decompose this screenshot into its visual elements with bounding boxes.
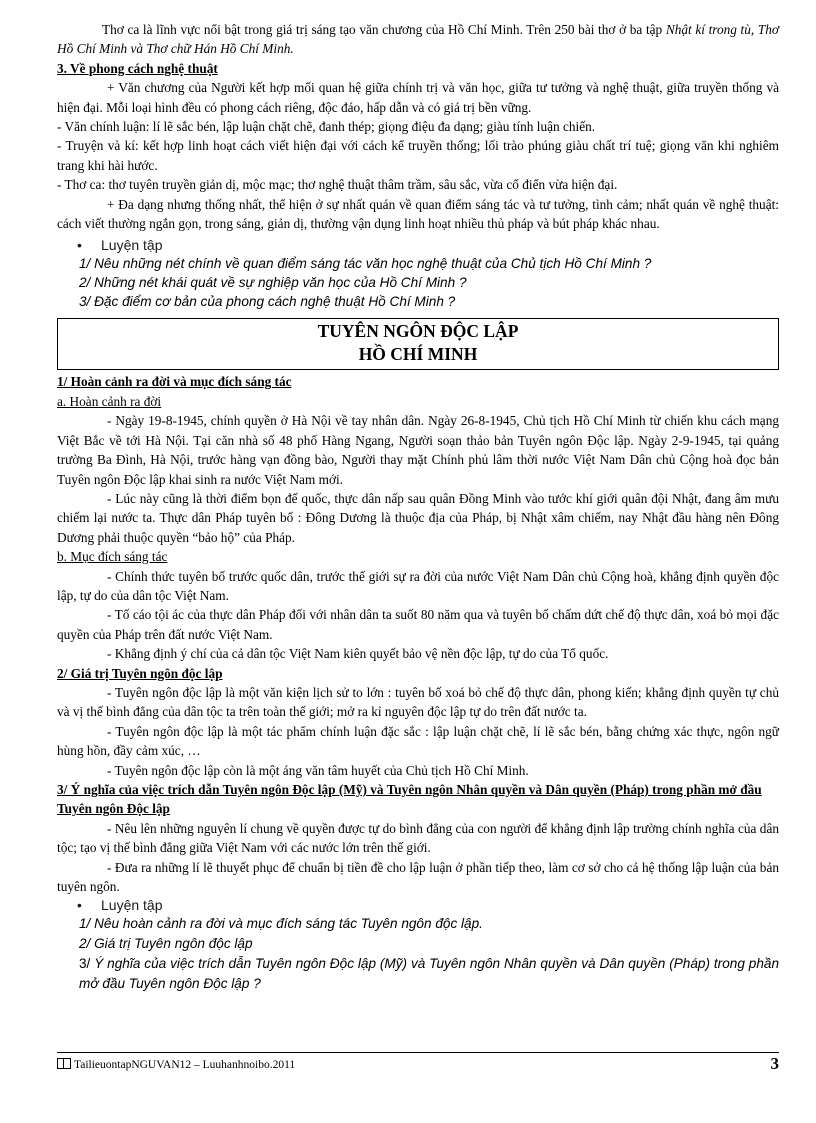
bullet-icon: •	[77, 897, 82, 914]
subheading-purpose: b. Mục đích sáng tác	[57, 549, 168, 565]
meaning-paragraph-2: - Đưa ra những lí lẽ thuyết phục để chuẩn bị tiền đề cho lập luận ở phần tiếp theo, làm cơ sở cho cả hệ thống lập luận của bản tuyên ngôn.	[57, 859, 779, 895]
purpose-paragraph-3: - Khẳng định ý chí của cả dân tộc Việt Nam kiên quyết bảo vệ nền độc lập, tự do của Tổ quốc.	[107, 646, 609, 662]
style-paragraph-1: + Văn chương của Người kết hợp mối quan hệ giữa chính trị và văn học, giữa tư tưởng và nghệ thuật, giữa truyền thống và hiện đại. Mỗi loại hình đều có phong cách riêng, độc đáo, hấp dẫn và có giá trị bền vững.	[57, 80, 779, 115]
poetry-collections: Nhật kí trong tù, Thơ Hồ Chí Minh và Thơ chữ Hán Hồ Chí Minh.	[57, 22, 779, 57]
lesson-title-box	[57, 318, 779, 370]
practice-heading-2: • Luyện tập	[77, 897, 163, 914]
document-page	[57, 20, 779, 994]
style-paragraph-5: + Đa dạng nhưng thống nhất, thể hiện ở sự nhất quán về quan điểm sáng tác và tư tưởng, tình cảm; nhất quán về nghệ thuật: cách viết thường ngắn gọn, trong sáng, giản dị, thường vận dụng linh hoạt nhiều thủ pháp và bút pháp khác nhau.	[57, 196, 779, 232]
practice-item-number: 3/	[79, 956, 91, 972]
poetry-text: Thơ ca là lĩnh vực nổi bật trong giá trị sáng tạo văn chương của Hồ Chí Minh. Trên 250 bài thơ ở ba tập	[102, 22, 666, 37]
purpose-paragraph-1: - Chính thức tuyên bố trước quốc dân, trước thế giới sự ra đời của nước Việt Nam Dân chủ Cộng hoà, khẳng định quyền độc lập, tự do của dân tộc Việt Nam.	[57, 568, 779, 603]
meaning-paragraph-1: - Nêu lên những nguyên lí chung về quyền được tự do bình đẳng của con người để khẳng định lập trường chính nghĩa của dân tộc; tạo vị thế bình đẳng giữa Việt Nam với các nước lớn trên thế giới.	[57, 820, 779, 856]
section-heading-meaning: 3/ Ý nghĩa của việc trích dẫn Tuyên ngôn Độc lập (Mỹ) và Tuyên ngôn Nhân quyền và Dân quyền (Pháp) trong phần mở đầu Tuyên ngôn Độc lập	[57, 782, 762, 817]
practice-item: 3/ Đặc điểm cơ bản của phong cách nghệ thuật Hồ Chí Minh ?	[79, 294, 456, 310]
value-paragraph-2: - Tuyên ngôn độc lập là một tác phẩm chính luận đặc sắc : lập luận chặt chẽ, lí lẽ sắc bén, bằng chứng xác thực, ngôn ngữ hùng hồn, đầy cảm xúc, …	[57, 723, 779, 759]
practice-item: 1/ Nêu hoàn cảnh ra đời và mục đích sáng tác Tuyên ngôn độc lập.	[79, 916, 483, 932]
style-paragraph-2: - Văn chính luận: lí lẽ sắc bén, lập luận chặt chẽ, đanh thép; giọng điệu đa dạng; giàu tính luận chiến.	[57, 119, 596, 135]
book-icon	[57, 1058, 71, 1069]
footer-label	[57, 1058, 295, 1071]
lesson-author: HỒ CHÍ MINH	[358, 344, 478, 365]
purpose-paragraph-2: - Tố cáo tội ác của thực dân Pháp đối với nhân dân ta suốt 80 năm qua và tuyên bố chấm dứt chế độ thực dân, xoá bỏ mọi đặc quyền của Pháp trên đất nước Việt Nam.	[57, 607, 779, 642]
practice-item: 2/ Giá trị Tuyên ngôn độc lập	[79, 936, 253, 952]
practice-item: 1/ Nêu những nét chính về quan điểm sáng tác văn học nghệ thuật của Chủ tịch Hồ Chí Minh ?	[79, 256, 652, 272]
practice-item: 3/ Ý nghĩa của việc trích dẫn Tuyên ngôn Độc lập (Mỹ) và Tuyên ngôn Nhân quyền và Dân quyền (Pháp) trong phần mở đầu Tuyên ngôn Độc lập ?	[79, 956, 779, 992]
section-heading-value: 2/ Giá trị Tuyên ngôn độc lập	[57, 665, 223, 681]
practice-item: 2/ Những nét khái quát về sự nghiệp văn học của Hồ Chí Minh ?	[79, 275, 467, 291]
footer-text: TailieuontapNGUVAN12 – Luuhanhnoibo.2011	[74, 1059, 296, 1071]
lesson-title: TUYÊN NGÔN ĐỘC LẬP	[317, 321, 519, 342]
context-paragraph-2: - Lúc này cũng là thời điểm bọn đế quốc, thực dân nấp sau quân Đồng Minh vào tước khí giới quân đội Nhật, đang âm mưu chiếm lại nước ta. Thực dân Pháp tuyên bố : Đông Dương là thuộc địa của Pháp, bị Nhật xâm chiếm, nay Nhật đầu hàng nên Đông Dương phải thuộc quyền “bảo hộ” của Pháp.	[57, 490, 779, 545]
context-paragraph-1: - Ngày 19-8-1945, chính quyền ở Hà Nội về tay nhân dân. Ngày 26-8-1945, Chủ tịch Hồ Chí Minh từ chiến khu cách mạng Việt Bắc về tới Hà Nội. Tại căn nhà số 48 phố Hàng Ngang, Người soạn thảo bản Tuyên ngôn Độc lập. Ngày 2-9-1945, tại quảng trường Ba Đình, Hà Nội, trước hàng vạn đồng bào, Người thay mặt Chính phủ lâm thời nước Việt Nam Dân chủ Cộng hoà đọc bản Tuyên ngôn Độc lập khai sinh ra nước Việt Nam mới.	[57, 413, 779, 487]
practice-heading-1: • Luyện tập	[77, 237, 163, 254]
style-paragraph-3: - Truyện và kí: kết hợp linh hoạt cách viết hiện đại với cách kể truyền thống; lối trào phúng giàu chất trí tuệ; giọng văn khi nghiêm trang khi hài hước.	[57, 138, 779, 173]
poetry-paragraph	[57, 20, 779, 59]
style-paragraph-4: - Thơ ca: thơ tuyên truyền giản dị, mộc mạc; thơ nghệ thuật thâm trầm, sâu sắc, vừa cổ điển vừa hiện đại.	[57, 177, 618, 193]
section-heading-style: 3. Về phong cách nghệ thuật	[57, 60, 218, 76]
section-heading-context: 1/ Hoàn cảnh ra đời và mục đích sáng tác	[57, 374, 292, 390]
page-number: 3	[770, 1054, 779, 1073]
bullet-icon: •	[77, 237, 82, 254]
value-paragraph-3: - Tuyên ngôn độc lập còn là một áng văn tâm huyết của Chủ tịch Hồ Chí Minh.	[107, 762, 529, 778]
value-paragraph-1: - Tuyên ngôn độc lập là một văn kiện lịch sử to lớn : tuyên bố xoá bỏ chế độ thực dân, phong kiến; khẳng định quyền tự chủ và vị thế bình đẳng của dân tộc ta trên toàn thế giới; mở ra kỉ nguyên độc lập tự do trên đất nước ta.	[57, 684, 779, 720]
subheading-context: a. Hoàn cảnh ra đời	[57, 393, 162, 409]
page-footer	[57, 1052, 779, 1077]
